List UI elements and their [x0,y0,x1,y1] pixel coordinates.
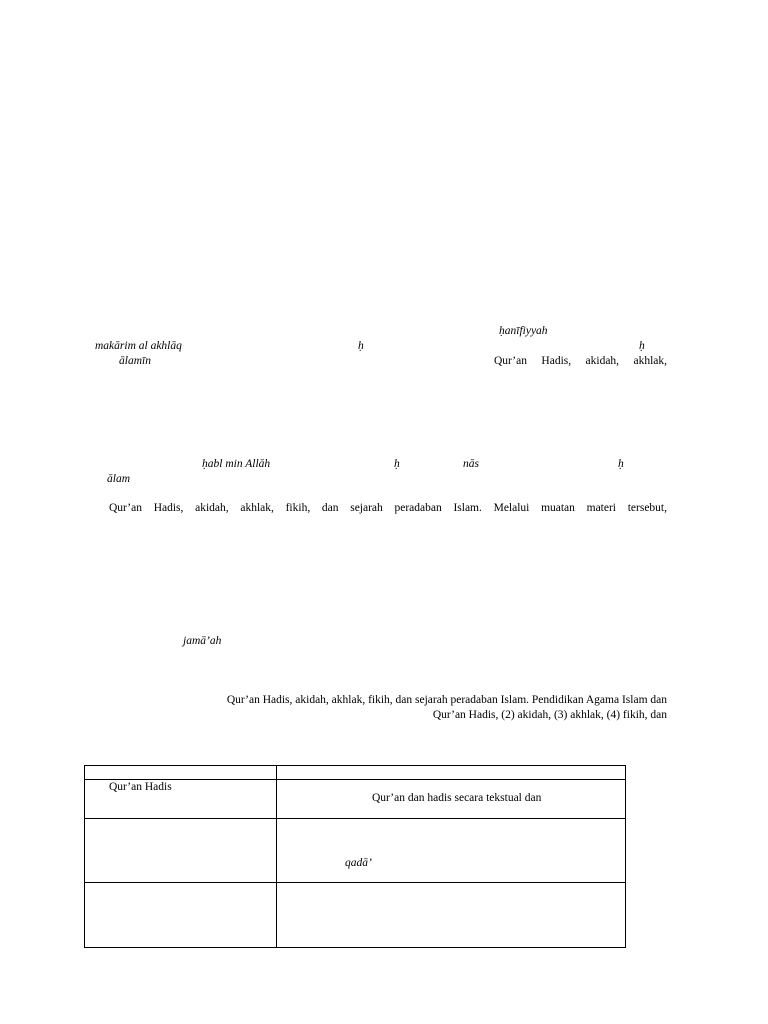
paragraph-3-line: Qur’an Hadis, akidah, akhlak, fikih, dan sejarah peradaban Islam. Melalui muatan materi tersebut, [109,502,667,514]
term-h-right: ḥ [639,340,645,352]
term-h-2: ḥ [618,458,624,470]
table-cell-subject [85,780,277,819]
term-alamin: ālamīn [119,355,151,367]
term-habl-min-allah: ḥabl min Allāh [202,458,271,470]
table-cell-subject [85,883,277,948]
term-h-middle: ḥ [358,340,364,352]
table-cell-description [277,819,626,883]
table-cell-description-text: Qur’an dan hadis secara tekstual dan [372,792,542,804]
paragraph-5-line-1: Qur’an Hadis, akidah, akhlak, fikih, dan sejarah peradaban Islam. Pendidikan Agama Islam dan [226,694,667,706]
term-h-1: ḥ [394,458,400,470]
term-jamaah: jamā’ah [183,635,222,647]
term-qada: qadā’ [345,857,372,869]
subjects-list-start: Qur’an Hadis, akidah, akhlak, [494,355,667,367]
subjects-table [84,765,626,948]
table-row [85,780,626,819]
table-header-cell-2 [277,766,626,780]
table-cell-subject [85,819,277,883]
table-row [85,883,626,948]
table-header-cell-1 [85,766,277,780]
term-hanifiyyah: ḥanīfiyyah [499,325,548,337]
table-header-row [85,766,626,780]
term-alam: ālam [107,473,130,485]
table-cell-description [277,883,626,948]
table-cell-subject-text: Qur’an Hadis [109,781,172,793]
term-makarim-al-akhlaq: makārim al akhlāq [95,340,182,352]
table-cell-description [277,780,626,819]
term-nas: nās [463,458,479,470]
paragraph-5-line-2: Qur’an Hadis, (2) akidah, (3) akhlak, (4) fikih, dan [432,709,667,721]
table-row [85,819,626,883]
